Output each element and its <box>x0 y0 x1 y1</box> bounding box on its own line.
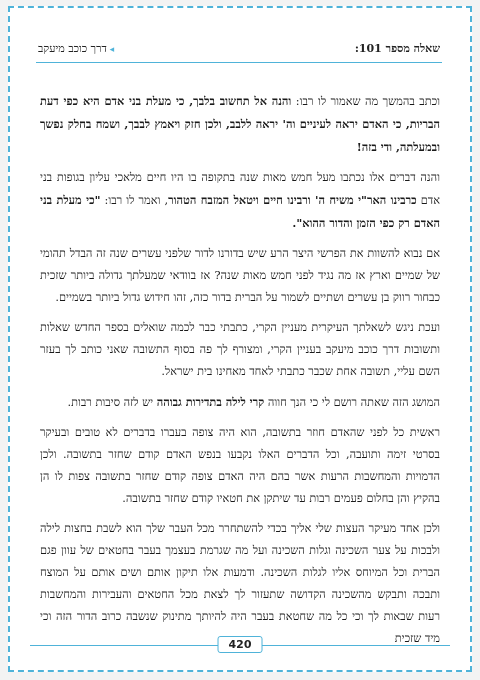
page-number: 420 <box>218 636 263 653</box>
paragraph-gap <box>40 414 440 422</box>
text-run: והנה דברים אלו נכתבו מעל חמש מאות שנה בתקופה בו היו חיים מלאכי עליון בגופות בני אדם <box>40 171 440 207</box>
text-run: ועכת ניגש לשאלתך העיקרית מעניין הקרי, כתבתי כבר לכמה שואלים בספר החדש שאלות ותשובות דרך כוכב מיעקב בעניין הקרי, ומצורף לך פה בסוף התשובה שאני כותב לך בעזר השם עליי, תשובה אחת שכבר כתבתי לאחד מאחינו בית ישראל. <box>40 321 440 378</box>
body-text <box>40 90 440 650</box>
paragraph <box>40 422 440 510</box>
paragraph <box>40 243 440 309</box>
question-label: שאלה מספר 101: <box>354 42 440 55</box>
text-run: המושג הזה שאתה רושם לי כי הנך חווה <box>264 396 440 409</box>
paragraph-gap <box>40 383 440 391</box>
paragraph <box>40 518 440 650</box>
text-run: וכתב בהמשך מה שאמור לו רבו: <box>291 95 440 108</box>
paragraph <box>40 391 440 414</box>
book-title: ◂ דרך כוכב מיעקב <box>38 42 114 55</box>
bold-text: קרי לילה בתדירות גבוהה <box>156 395 265 409</box>
running-header <box>38 38 440 60</box>
header-divider <box>36 62 442 63</box>
paragraph-gap <box>40 309 440 317</box>
text-run: ולכן אחד מעיקר העצות שלי אליך בכדי להשתחרר מכל העבר שלך הוא לשבת בחצות לילה ולבכות על צער השכינה וגלות השכינה ועל מה שגרמת בעצמך בעבר בחטאים של עוון פגם הברית וכל המיוחס אליו לגלות השכינה. ודמעות אלו תיקון אותם ושים אותם על המוצח ותבכה ותבקש מהשכינה הקדושה שתעזור לך לצאת מכל החטאים והעבירות והמחשבות רעות שבאות לך וכי כל מה שחטאת בעבר היה להיותך מתינוק שנשבה כרוב הדור הזה וכי מיד שזכית <box>40 522 440 645</box>
paragraph-gap <box>40 235 440 243</box>
page-footer <box>30 636 450 656</box>
paragraph-gap <box>40 510 440 518</box>
bold-text: כרבינו האר"י משיח ה' ורבינו חיים ויטאל המזבח הטהור <box>168 193 417 207</box>
bold-text: "כי מעלת בני האדם רק כפי הזמן והדור ההוא". <box>40 193 440 230</box>
paragraph <box>40 317 440 383</box>
paragraph <box>40 90 440 159</box>
text-run: יש לזה סיבות רבות. <box>67 396 157 409</box>
paragraph-gap <box>40 159 440 167</box>
text-run: , ואמר לו רבו: <box>100 194 169 207</box>
paragraph <box>40 167 440 235</box>
text-run: אם נבוא להשוות את הפרשי היצר הרע שיש בדורנו לדור שלפני עשרים שנה זה הבדל תהומי של שמיים וארץ אז מה נגיד לפני חמש מאות שנה? אז בוודאי שמעלתך גדולה ביותר שזכית כבחור רווק בן עשרים ושתיים לשמור על הברית בדור כזה, זהו חידוש גדול ביותר בשמיים. <box>40 247 440 304</box>
text-run: ראשית כל לפני שהאדם חוזר בתשובה, הוא היה צופה בעברו בדברים לא טובים ובעיקר בסרטי זימה ותועבה, וכל הדברים האלו נקבעו בנפש האדם קודם שחזר בתשובה. ולכן הדמויות והמחשבות הרעות אשר בהם היה האדם צופה קודם שחזר בתשובה צפות לו הן בהקיץ והן בחלום פעמים רבות עד שיתקן את חטאיו קודם שחזר בתשובה. <box>40 426 440 505</box>
bold-text: והנה אל תחשוב בלבך, כי מעלת בני אדם היא כפי דעת הבריות, כי האדם יראה לעיניים וה' יראה ללבב, ולכן חזק ויאמץ לבבך, ושמח בחלק נפשך ובמעלתה, ודי בזה! <box>40 94 440 154</box>
